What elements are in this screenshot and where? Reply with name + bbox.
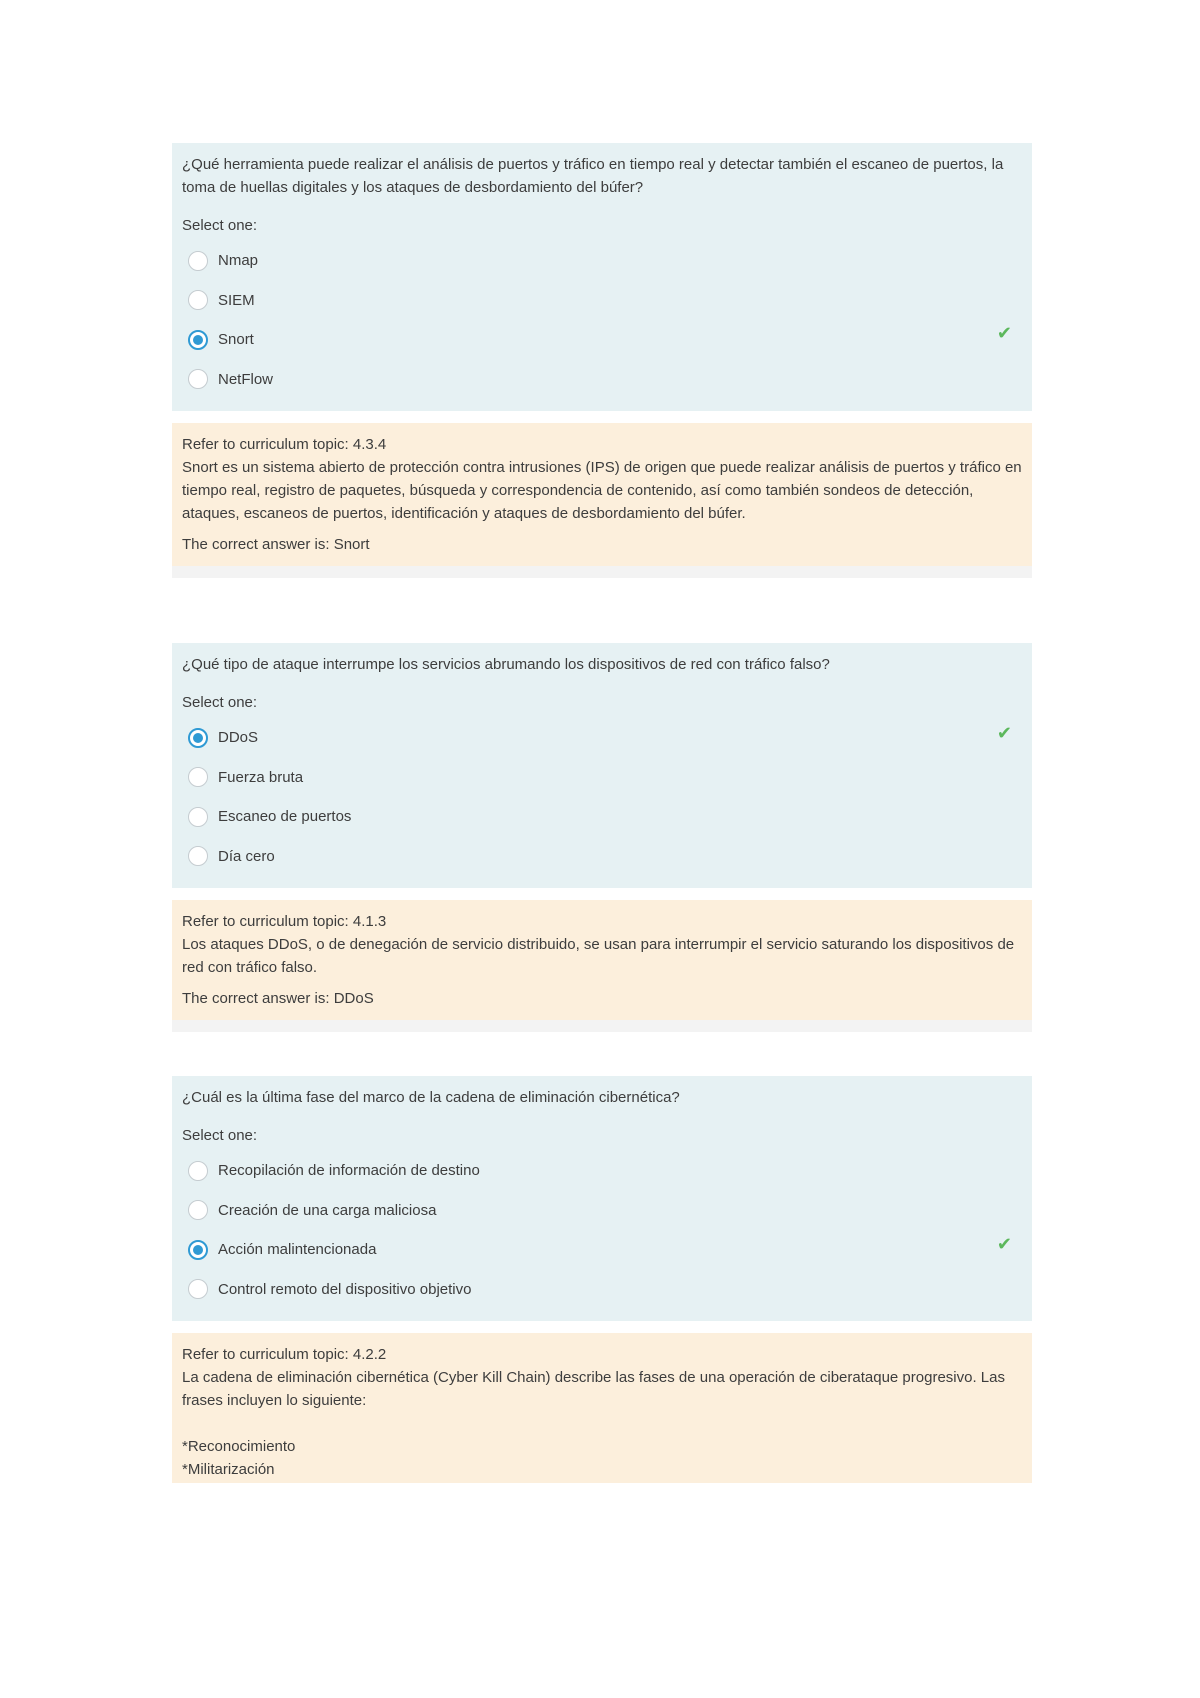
radio-button-selected[interactable] — [188, 1240, 208, 1260]
option-accion-malintencionada[interactable] — [182, 1230, 1022, 1270]
option-label: Fuerza bruta — [218, 768, 304, 786]
select-one-label: Select one: — [182, 694, 258, 711]
checkmark-icon: ✔ — [996, 723, 1012, 743]
radio-button-selected[interactable] — [188, 728, 208, 748]
radio-button[interactable] — [188, 1161, 208, 1181]
radio-button[interactable] — [188, 846, 208, 866]
option-label: Snort — [218, 331, 254, 349]
option-label: DDoS — [218, 729, 259, 747]
curriculum-topic: Refer to curriculum topic: 4.3.4 — [182, 436, 387, 453]
option-label: Acción malintencionada — [218, 1241, 377, 1259]
question-text: ¿Cuál es la última fase del marco de la cadena de eliminación cibernética? — [182, 1089, 680, 1106]
curriculum-topic: Refer to curriculum topic: 4.2.2 — [182, 1346, 387, 1363]
feedback-text: La cadena de eliminación cibernética (Cyber Kill Chain) describe las fases de una operación de ciberataque progresivo. Las frases incluyen lo siguiente: — [182, 1369, 1005, 1409]
question-panel — [172, 1076, 1032, 1321]
correct-answer: The correct answer is: Snort — [182, 536, 370, 553]
radio-button[interactable] — [188, 290, 208, 310]
question-panel — [172, 143, 1032, 411]
option-snort[interactable] — [182, 320, 1022, 360]
option-recopilacion[interactable] — [182, 1151, 1022, 1191]
radio-button[interactable] — [188, 1279, 208, 1299]
feedback-list-item: *Reconocimiento — [182, 1438, 296, 1455]
question-block-2 — [172, 643, 1032, 1032]
feedback-list-item: *Militarización — [182, 1461, 275, 1478]
checkmark-icon: ✔ — [996, 1234, 1012, 1254]
option-netflow[interactable] — [182, 360, 1022, 400]
curriculum-topic: Refer to curriculum topic: 4.1.3 — [182, 913, 387, 930]
option-control-remoto[interactable] — [182, 1270, 1022, 1310]
correct-answer: The correct answer is: DDoS — [182, 990, 374, 1007]
option-label: Creación de una carga maliciosa — [218, 1201, 437, 1219]
option-label: SIEM — [218, 291, 255, 309]
feedback-panel — [172, 900, 1032, 1020]
option-fuerza-bruta[interactable] — [182, 758, 1022, 798]
option-label: Control remoto del dispositivo objetivo — [218, 1280, 472, 1298]
radio-button[interactable] — [188, 807, 208, 827]
feedback-text: Snort es un sistema abierto de protección contra intrusiones (IPS) de origen que puede realizar análisis de puertos y tráfico en tiempo real, registro de paquetes, búsqueda y correspondencia de contenido, así como también sondeos de detección, ataques, escaneos de puertos, identificación y ataques de desbordamiento del búfer. — [182, 459, 1022, 522]
option-label: Recopilación de información de destino — [218, 1162, 480, 1180]
radio-button[interactable] — [188, 1200, 208, 1220]
option-creacion-carga[interactable] — [182, 1191, 1022, 1231]
option-label: Nmap — [218, 252, 259, 270]
option-ddos[interactable] — [182, 718, 1022, 758]
radio-button[interactable] — [188, 251, 208, 271]
checkmark-icon: ✔ — [996, 323, 1012, 343]
radio-button[interactable] — [188, 767, 208, 787]
feedback-panel — [172, 1333, 1032, 1483]
feedback-panel — [172, 423, 1032, 566]
divider — [172, 1020, 1032, 1032]
select-one-label: Select one: — [182, 217, 258, 234]
option-label: Día cero — [218, 847, 275, 865]
select-one-label: Select one: — [182, 1127, 258, 1144]
radio-button-selected[interactable] — [188, 330, 208, 350]
option-escaneo-de-puertos[interactable] — [182, 797, 1022, 837]
question-block-3 — [172, 1076, 1032, 1483]
feedback-text: Los ataques DDoS, o de denegación de servicio distribuido, se usan para interrumpir el servicio saturando los dispositivos de red con tráfico falso. — [182, 936, 1015, 976]
question-block-1 — [172, 143, 1032, 578]
divider — [172, 566, 1032, 578]
option-siem[interactable] — [182, 281, 1022, 321]
option-dia-cero[interactable] — [182, 837, 1022, 877]
question-text: ¿Qué herramienta puede realizar el análisis de puertos y tráfico en tiempo real y detectar también el escaneo de puertos, la toma de huellas digitales y los ataques de desbordamiento del búfer? — [182, 156, 1004, 196]
option-nmap[interactable] — [182, 241, 1022, 281]
question-panel — [172, 643, 1032, 888]
radio-button[interactable] — [188, 369, 208, 389]
question-text: ¿Qué tipo de ataque interrumpe los servicios abrumando los dispositivos de red con tráfico falso? — [182, 656, 830, 673]
option-label: Escaneo de puertos — [218, 808, 352, 826]
option-label: NetFlow — [218, 370, 274, 388]
